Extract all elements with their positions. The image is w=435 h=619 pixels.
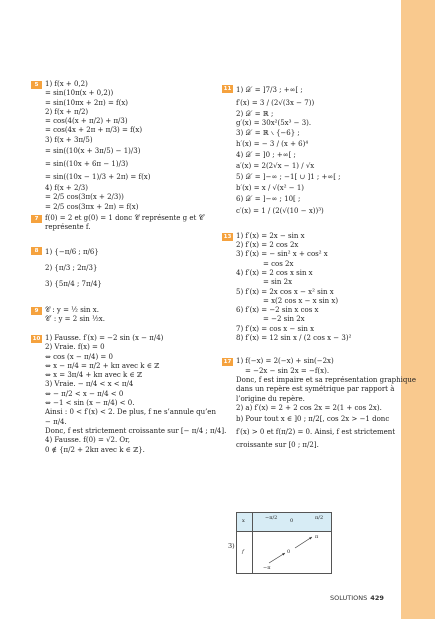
exercise-17 — [223, 357, 416, 452]
exercise-number-badge: 8 — [31, 247, 42, 255]
solution-line: 1) f(x + 0,2) — [45, 80, 88, 88]
exercise-number-badge: 11 — [223, 86, 232, 92]
solution-line: 𝒞 : y = ½ sin x. — [45, 306, 99, 314]
solution-line: ⇔ − π/2 < x − π/4 < 0 — [45, 389, 124, 398]
solution-line: 5) 𝒟′ = ]−∞ ; −1[ ∪ ]1 ; +∞[ ; — [236, 173, 341, 182]
solution-line: 2) f(x + π/2) — [45, 107, 89, 116]
exercise-number-badge: 10 — [32, 336, 41, 342]
solution-line: 6) 𝒟′ = ]−∞ ; 10[ ; — [236, 195, 301, 204]
exercise-number-badge: 13 — [223, 233, 232, 240]
solution-line: = sin 2x — [263, 278, 293, 287]
solution-line: 1) f′(x) = 2x − sin x — [236, 231, 305, 240]
solution-line: 1) {−π/6 ; π/6} — [45, 248, 99, 256]
solution-line: ⇔ cos (x − π/4) = 0 — [45, 352, 113, 361]
solution-line: c′(x) = 1 / (2(√(10 − x))³) — [236, 206, 324, 215]
solution-line: 2) {π/3 ; 2π/3} — [45, 264, 98, 272]
footer-label: SOLUTIONS — [330, 594, 368, 602]
solution-line: dans un repère est symétrique par rapport à — [236, 385, 395, 394]
exercise-7 — [36, 214, 218, 234]
x-value-middle: 0 — [290, 518, 294, 524]
exercise-number-badge: 5 — [31, 81, 42, 89]
right-column — [223, 84, 416, 452]
exercise-number-badge: 17 — [223, 359, 232, 366]
solution-line: 5) f′(x) = 2x cos x − x² sin x — [236, 287, 334, 296]
solution-line: = sin((10(x + 3π/5) − 1)/3) — [45, 147, 141, 156]
solution-line: 3) f′(x) = − sin² x + cos² x — [236, 250, 328, 259]
solution-line: 4) 𝒟′ = ]0 ; +∞[ ; — [236, 150, 296, 159]
solution-line: 3) f(x + 3π/5) — [45, 135, 93, 144]
solution-line: f′(x) > 0 et f(π/2) = 0. Ainsi, f est strictement — [236, 428, 396, 437]
solution-line: = sin(10π(x + 0,2)) — [45, 89, 114, 98]
solution-line: 2) f′(x) = 2 cos 2x — [236, 241, 299, 250]
solution-line: = −2x − sin 2x = −f(x). — [245, 366, 330, 375]
solution-line: 8) f′(x) = 12 sin x / (2 cos x − 3)² — [236, 334, 352, 343]
solution-line: l’origine du repère. — [236, 394, 305, 403]
question-3-label: 3) — [228, 542, 235, 550]
solution-line: b) Pour tout x ∈ ]0 ; π/2[, cos 2x > −1 donc — [236, 415, 390, 424]
solution-line: = cos 2x — [263, 259, 294, 268]
solution-line: 1) 𝒟′ = ]7/3 ; +∞[ ; — [236, 86, 303, 94]
exercise-10 — [32, 334, 227, 455]
solution-line: 4) Fausse. f(0) = √2. Or, — [45, 436, 130, 445]
exercise-8 — [36, 246, 218, 294]
solution-line: h′(x) = − 3 / (x + 6)⁴ — [236, 139, 309, 148]
solution-line: = cos(4x + 2π + π/3) = f(x) — [45, 126, 143, 135]
solution-line: f′(x) = 3 / (2√(3x − 7)) — [236, 99, 315, 107]
exercise-number-badge: 7 — [31, 215, 42, 223]
solution-line: = 2/5 cos(3πx + 2π) = f(x) — [45, 202, 139, 211]
solution-line: Donc, f est impaire et sa représentation graphique — [236, 375, 416, 384]
solution-line: = x(2 cos x − x sin x) — [263, 296, 339, 305]
solution-line: = 2/5 cos(3π(x + 2/3)) — [45, 193, 124, 202]
page-footer — [330, 594, 384, 602]
solution-line: = cos(4(x + π/2) + π/3) — [45, 117, 128, 126]
solution-line: ⇔ x = 3π/4 + kπ avec k ∈ ℤ — [45, 371, 143, 380]
solution-line: 4) f′(x) = 2 cos x sin x — [236, 268, 313, 277]
solution-line: 6) f′(x) = −2 sin x cos x — [236, 306, 319, 315]
page-side-tab — [401, 0, 435, 619]
exercise-number-badge: 9 — [31, 307, 42, 315]
solution-line: 2) a) f′(x) = 2 + 2 cos 2x = 2(1 + cos 2x). — [236, 403, 382, 412]
f-value-middle: 0 — [287, 549, 291, 555]
solution-line: Ainsi : 0 < f′(x) < 2. De plus, f ne s’annule qu’en — [45, 408, 216, 417]
f-value-max: π — [315, 534, 319, 540]
left-column — [32, 80, 227, 455]
x-label: x — [242, 518, 245, 524]
page-number: 429 — [370, 594, 384, 602]
solution-line: = sin((10x + 6π − 1)/3) — [45, 160, 129, 169]
solution-line: f(0) = 2 et g(0) = 1 donc 𝒞 représente g et 𝒞′ — [45, 214, 206, 222]
solution-line: = sin((10x − 1)/3 + 2π) = f(x) — [45, 173, 151, 182]
solution-line: 3) {5π/4 ; 7π/4} — [45, 280, 102, 288]
f-label: f — [242, 549, 244, 555]
solution-line: = sin(10πx + 2π) = f(x) — [45, 98, 129, 107]
solution-line: 3) Vraie. − π/4 < x < π/4 — [45, 380, 134, 389]
solution-line: croissante sur [0 ; π/2]. — [236, 441, 319, 450]
solution-line: 2) 𝒟′ = ℝ ; — [236, 110, 274, 118]
solution-line: ⇔ x − π/4 = π/2 + kπ avec k ∈ ℤ — [45, 361, 160, 370]
exercise-5 — [34, 80, 218, 211]
solution-line: Donc, f est strictement croissante sur [− π/4 ; π/4]. — [45, 426, 227, 435]
f-value-min: −π — [263, 565, 271, 571]
solution-line: − π/4. — [45, 417, 67, 426]
exercise-11 — [223, 84, 398, 218]
increasing-arrows — [237, 513, 331, 573]
exercise-13 — [223, 232, 398, 344]
solution-line: 7) f′(x) = cos x − sin x — [236, 324, 315, 333]
solution-line: 1) f(−x) = 2(−x) + sin(−2x) — [236, 357, 334, 366]
solution-line: 4) f(x + 2/3) — [45, 184, 88, 193]
x-value-right: π/2 — [315, 515, 324, 521]
variation-table — [236, 512, 332, 574]
solution-line: g′(x) = 30x²(5x³ − 3). — [236, 119, 312, 128]
solution-line: 𝒞′ : y = 2 sin ½x. — [45, 315, 105, 324]
solution-line: 3) 𝒟′ = ℝ ∖ {−6} ; — [236, 128, 300, 137]
solution-line: 2) Vraie. f(x) = 0 — [45, 343, 105, 352]
solution-line: = −2 sin 2x — [263, 315, 305, 324]
solution-line: a′(x) = 2(2√x − 1) / √x — [236, 162, 315, 171]
solution-line: b′(x) = x / √(x² − 1) — [236, 184, 304, 193]
solution-line: représente f. — [45, 223, 91, 232]
solution-line: ⇔ −1 < sin (x − π/4) < 0. — [45, 399, 135, 408]
solution-line: 0 ∉ {π/2 + 2kπ avec k ∈ ℤ}. — [45, 445, 145, 454]
exercise-9 — [36, 306, 218, 326]
solution-line: 1) Fausse. f′(x) = −2 sin (x − π/4) — [45, 334, 164, 342]
x-value-left: −π/2 — [265, 515, 278, 521]
